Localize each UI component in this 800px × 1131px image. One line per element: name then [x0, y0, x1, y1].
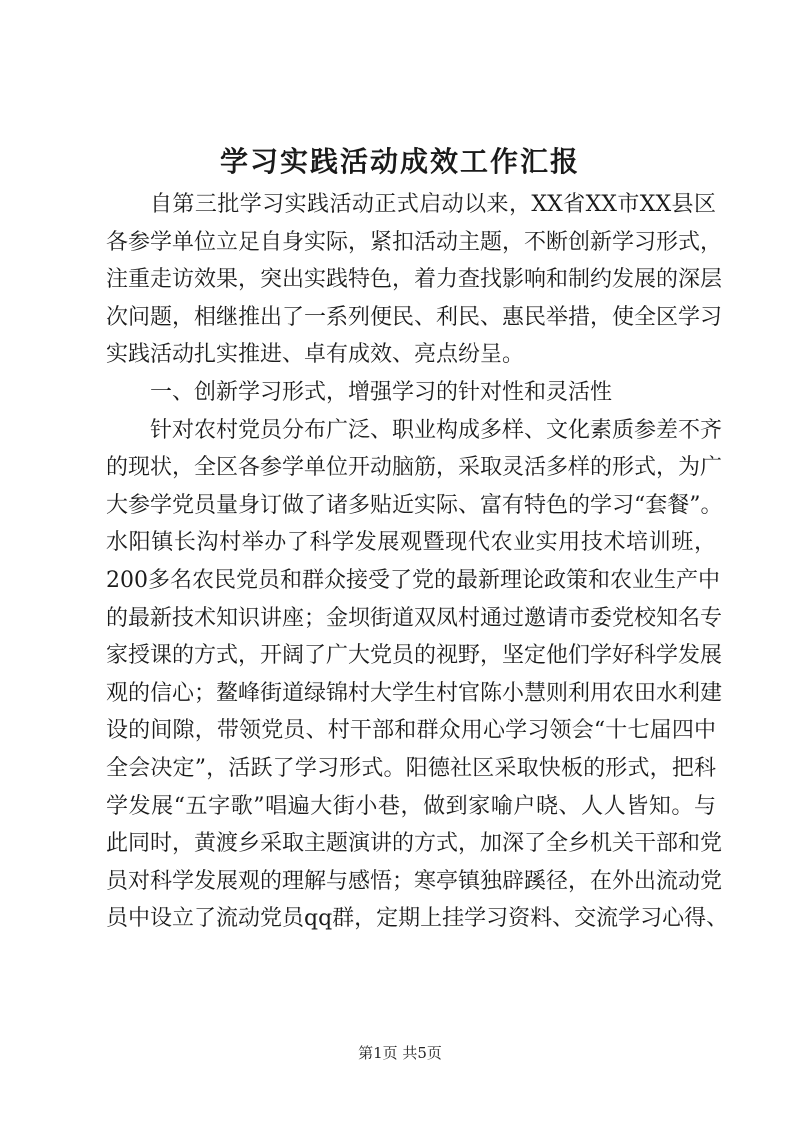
text-line: 此同时，黄渡乡采取主题演讲的方式，加深了全乡机关干部和党 [106, 831, 723, 857]
document-title: 学习实践活动成效工作汇报 [219, 145, 580, 178]
text-line: 自第三批学习实践活动正式启动以来，XX省XX市XX县区 [150, 192, 716, 217]
text-line: 实践活动扎实推进、卓有成效、亮点纷呈。 [106, 342, 525, 368]
text-line: 200多名农民党员和群众接受了党的最新理论政策和农业生产中 [106, 567, 720, 593]
text-line: 员中设立了流动党员qq群，定期上挂学习资料、交流学习心得、 [106, 906, 729, 932]
text-line: 注重走访效果，突出实践特色，着力查找影响和制约发展的深层 [106, 267, 723, 293]
page-footer: 第1页 共5页 [358, 1044, 442, 1062]
text-line: 各参学单位立足自身实际，紧扣活动主题，不断创新学习形式， [106, 229, 723, 255]
section-heading: 一、创新学习形式，增强学习的针对性和灵活性 [150, 379, 613, 405]
text-line: 设的间隙，带领党员、村干部和群众用心学习领会“十七届四中 [106, 718, 716, 744]
text-line: 针对农村党员分布广泛、职业构成多样、文化素质参差不齐 [150, 417, 723, 443]
text-line: 次问题，相继推出了一系列便民、利民、惠民举措，使全区学习 [106, 304, 723, 330]
text-line: 家授课的方式，开阔了广大党员的视野，坚定他们学好科学发展 [106, 643, 723, 669]
text-line: 学发展“五字歌”唱遍大街小巷，做到家喻户晓、人人皆知。与 [106, 793, 716, 819]
text-line: 观的信心；鳌峰街道绿锦村大学生村官陈小慧则利用农田水利建 [106, 680, 723, 706]
text-line: 的最新技术知识讲座；金坝街道双凤村通过邀请市委党校知名专 [106, 605, 723, 631]
text-line: 员对科学发展观的理解与感悟；寒亭镇独辟蹊径，在外出流动党 [106, 868, 723, 894]
document-body [106, 186, 729, 938]
text-line: 大参学党员量身订做了诸多贴近实际、富有特色的学习“套餐”。 [106, 492, 723, 518]
text-line: 水阳镇长沟村举办了科学发展观暨现代农业实用技术培训班， [106, 530, 716, 556]
text-line: 全会决定”，活跃了学习形式。阳德社区采取快板的形式，把科 [106, 755, 716, 781]
text-line: 的现状，全区各参学单位开动脑筋，采取灵活多样的形式，为广 [106, 455, 723, 481]
